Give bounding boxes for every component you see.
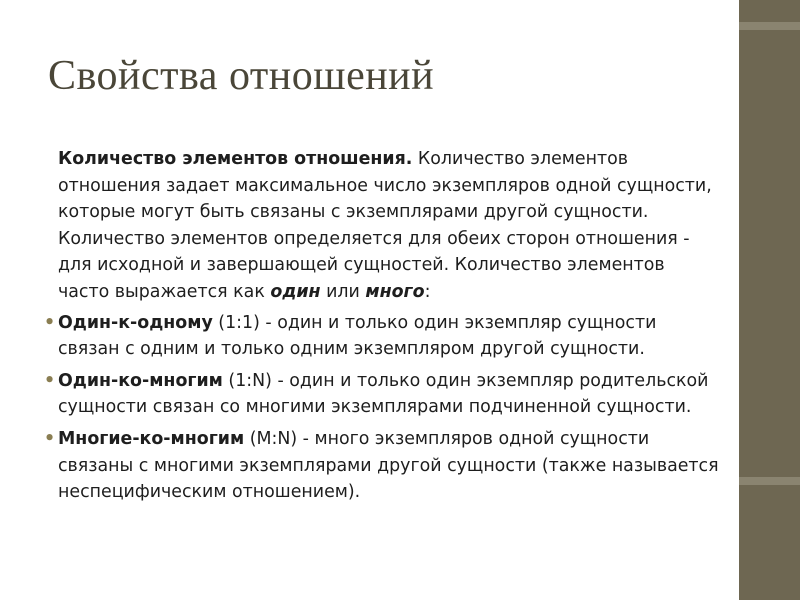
intro-term: Количество элементов отношения. bbox=[58, 149, 413, 169]
slide-title: Свойства отношений bbox=[48, 53, 435, 99]
side-decorative-band bbox=[739, 0, 800, 600]
bullet-term: Один-к-одному bbox=[58, 312, 213, 333]
bullet-dot-icon: • bbox=[44, 370, 56, 391]
bullet-text: (1:1) - один и только один экземпляр сущности связан с одним и только одним экземпляром другой сущности. bbox=[58, 312, 657, 360]
bullet-dot-icon: • bbox=[44, 312, 56, 333]
bullet-one-to-one bbox=[40, 310, 720, 363]
bullet-text: (M:N) - много экземпляров одной сущности связаны с многими экземплярами другой сущности (также называется неспецифическим отношением). bbox=[58, 428, 719, 503]
bullet-text: (1:N) - один и только один экземпляр родительской сущности связан со многими экземплярами подчиненной сущности. bbox=[58, 370, 709, 418]
side-accent-bottom bbox=[739, 477, 800, 485]
bullet-term: Один-ко-многим bbox=[58, 370, 223, 391]
slide-body bbox=[40, 146, 720, 511]
word-one: один bbox=[270, 281, 321, 302]
intro-connector: или bbox=[320, 281, 366, 302]
bullet-term: Многие-ко-многим bbox=[58, 428, 245, 449]
intro-paragraph bbox=[40, 146, 720, 306]
word-many: много bbox=[365, 281, 425, 302]
bullet-many-to-many bbox=[40, 426, 720, 506]
intro-text: Количество элементов отношения задает максимальное число экземпляров одной сущности, которые могут быть связаны с экземплярами другой сущности. Количество элементов определяется для обеих сторон отношения - для исходной и завершающей сущностей. Количество элементов часто выражается как bbox=[58, 149, 712, 302]
side-accent-top bbox=[739, 22, 800, 30]
intro-end: : bbox=[424, 281, 431, 302]
bullet-one-to-many bbox=[40, 368, 720, 421]
bullet-dot-icon: • bbox=[44, 428, 56, 449]
